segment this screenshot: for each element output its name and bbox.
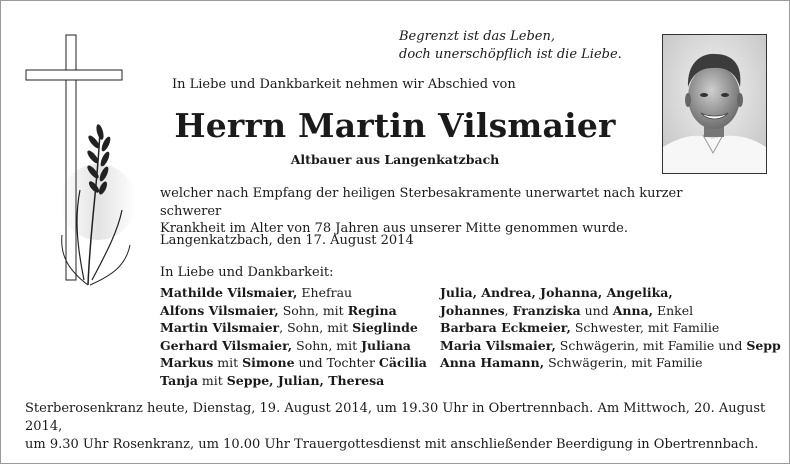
intro-text: In Liebe und Dankbarkeit nehmen wir Abschied von <box>172 77 516 92</box>
mourner-relation: Enkel <box>653 302 694 318</box>
mourner-name: Simone <box>242 355 295 370</box>
mourner-name: Seppe, Julian, Theresa <box>226 372 385 388</box>
mourner-relation: Schwägerin, mit Familie und <box>555 337 747 353</box>
mourner-line <box>440 337 781 355</box>
quote-line-2: doch unerschöpflich ist die Liebe. <box>399 47 622 62</box>
deceased-subtitle: Altbauer aus Langenkatzbach <box>290 152 500 167</box>
mourner-relation: , <box>504 302 513 318</box>
mourner-name: Barbara Eckmeier, <box>440 320 571 335</box>
mourner-name: Regina <box>347 302 397 318</box>
mourner-relation: und <box>580 302 613 318</box>
mourner-name: Martin Vilsmaier <box>160 320 280 335</box>
mourner-name: Maria Vilsmaier, <box>440 337 556 353</box>
mourner-name: Juliana <box>361 337 411 353</box>
mourner-line <box>160 354 427 372</box>
mourners-right-column <box>440 284 781 372</box>
epitaph-quote <box>399 28 622 64</box>
thanks-heading: In Liebe und Dankbarkeit: <box>160 265 334 280</box>
footer-line-2: um 9.30 Uhr Rosenkranz, um 10.00 Uhr Trauergottesdienst mit anschließender Beerdigung in Obertrennbach. <box>25 437 759 452</box>
mourner-name: Cäcilia <box>378 355 427 370</box>
mourner-line <box>440 302 781 320</box>
mourner-line <box>160 319 427 337</box>
mourner-relation: und Tochter <box>294 355 379 370</box>
mourner-name: Gerhard Vilsmaier, <box>160 337 293 353</box>
mourner-line <box>160 284 427 302</box>
place-date: Langenkatzbach, den 17. August 2014 <box>160 233 414 248</box>
mourner-line <box>440 319 781 337</box>
mourner-relation: Schwester, mit Familie <box>570 320 720 335</box>
mourner-name: Sieglinde <box>352 320 418 335</box>
mourner-name: Tanja <box>160 372 198 388</box>
mourner-relation: Sohn, mit <box>292 337 362 353</box>
mourner-name: Markus <box>160 355 214 370</box>
body-line-2: Krankheit im Alter von 78 Jahren aus unserer Mitte genommen wurde. <box>160 221 628 236</box>
mourner-name: Johannes <box>440 302 505 318</box>
body-text <box>160 185 720 238</box>
mourner-relation: mit <box>197 372 227 388</box>
mourner-line <box>160 337 427 355</box>
mourner-name: Alfons Vilsmaier, <box>160 302 279 318</box>
mourner-line <box>160 372 427 390</box>
mourner-line <box>440 354 781 372</box>
mourner-line <box>440 284 781 302</box>
mourner-name: Anna Hamann, <box>440 355 545 370</box>
footer-line-1: Sterberosenkranz heute, Dienstag, 19. August 2014, um 19.30 Uhr in Obertrennbach. Am Mittwoch, 20. August 2014, <box>25 401 766 434</box>
mourner-name: Sepp <box>746 337 781 353</box>
mourners-left-column <box>160 284 427 389</box>
mourner-relation: Schwägerin, mit Familie <box>544 355 703 370</box>
quote-line-1: Begrenzt ist das Leben, <box>399 29 555 44</box>
mourner-relation: Ehefrau <box>297 285 353 300</box>
mourner-name: Julia, Andrea, Johanna, Angelika, <box>440 285 673 300</box>
service-details <box>25 400 770 454</box>
mourner-relation: mit <box>213 355 243 370</box>
body-line-1: welcher nach Empfang der heiligen Sterbesakramente unerwartet nach kurzer schwerer <box>160 186 683 219</box>
mourner-relation: Sohn, mit <box>278 302 348 318</box>
mourner-name: Mathilde Vilsmaier, <box>160 285 298 300</box>
deceased-name: Herrn Martin Vilsmaier <box>174 106 616 145</box>
mourner-name: Anna, <box>612 302 654 318</box>
mourner-name: Franziska <box>512 302 581 318</box>
portrait-photo <box>662 34 767 174</box>
mourner-relation: , Sohn, mit <box>279 320 353 335</box>
mourner-line <box>160 302 427 320</box>
